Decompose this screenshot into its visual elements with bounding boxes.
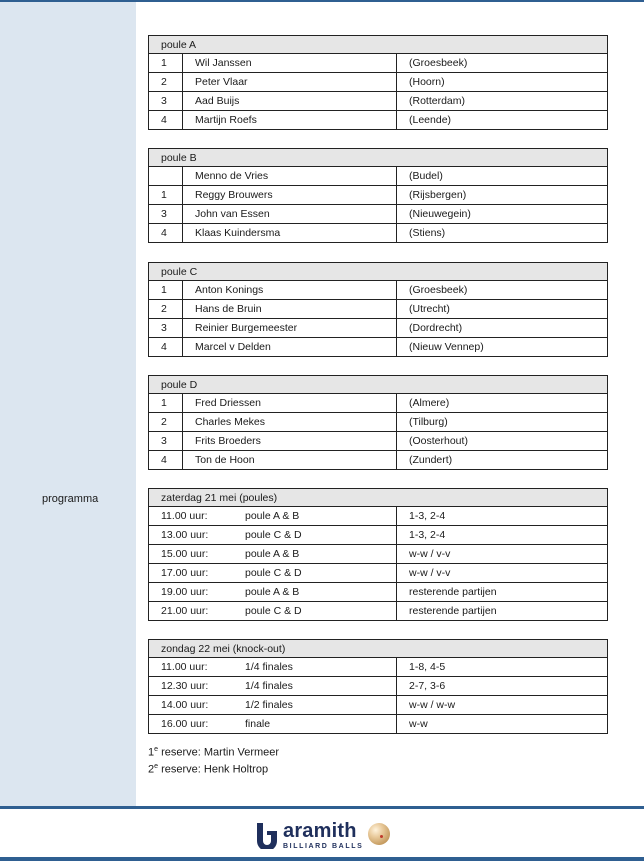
poule-title: poule C xyxy=(149,263,608,281)
schedule-match: 2-7, 3-6 xyxy=(397,677,608,696)
table-row xyxy=(149,54,608,73)
player-name: Fred Driessen xyxy=(183,394,397,413)
schedule-event: 1/4 finales xyxy=(245,680,293,692)
player-name: John van Essen xyxy=(183,205,397,224)
table-row xyxy=(149,677,608,696)
table-row xyxy=(149,224,608,243)
brand-subtitle: BILLIARD BALLS xyxy=(283,842,364,850)
table-row xyxy=(149,186,608,205)
table-row xyxy=(149,432,608,451)
player-number: 3 xyxy=(149,205,183,224)
player-name: Wil Janssen xyxy=(183,54,397,73)
schedule-event: poule C & D xyxy=(245,529,302,541)
player-city: (Oosterhout) xyxy=(397,432,608,451)
schedule-match: w-w / w-w xyxy=(397,696,608,715)
player-city: (Leende) xyxy=(397,111,608,130)
schedule-time: 11.00 uur: xyxy=(161,661,208,673)
player-name: Reggy Brouwers xyxy=(183,186,397,205)
schedule-match: w-w xyxy=(397,715,608,734)
schedule-match: resterende partijen xyxy=(397,583,608,602)
player-name: Peter Vlaar xyxy=(183,73,397,92)
table-row xyxy=(149,319,608,338)
table-row xyxy=(149,281,608,300)
reserve-ordinal-suffix: e xyxy=(154,763,159,770)
schedule-match: w-w / v-v xyxy=(397,545,608,564)
schedule-match: 1-8, 4-5 xyxy=(397,658,608,677)
player-city: (Rotterdam) xyxy=(397,92,608,111)
player-city: (Hoorn) xyxy=(397,73,608,92)
footer-top-line xyxy=(0,806,644,809)
schedule-time: 13.00 uur: xyxy=(161,529,209,541)
player-number: 4 xyxy=(149,451,183,470)
poule-title: poule D xyxy=(149,376,608,394)
schedule-day-title: zaterdag 21 mei (poules) xyxy=(149,489,608,507)
table-row xyxy=(149,167,608,186)
schedule-event: 1/4 finales xyxy=(245,661,293,673)
table-row xyxy=(149,658,608,677)
poule-title: poule A xyxy=(149,36,608,54)
player-city: (Tilburg) xyxy=(397,413,608,432)
table-row xyxy=(149,602,608,621)
schedule-match: resterende partijen xyxy=(397,602,608,621)
player-city: (Nieuw Vennep) xyxy=(397,338,608,357)
player-number: 1 xyxy=(149,394,183,413)
player-number: 4 xyxy=(149,111,183,130)
schedule-time: 17.00 uur: xyxy=(161,567,209,579)
player-number: 3 xyxy=(149,92,183,111)
player-name: Reinier Burgemeester xyxy=(183,319,397,338)
schedule-event: poule A & B xyxy=(245,586,300,598)
schedule-event: finale xyxy=(245,718,271,730)
table-row xyxy=(149,564,608,583)
player-number: 2 xyxy=(149,300,183,319)
table-row xyxy=(149,92,608,111)
player-name: Hans de Bruin xyxy=(183,300,397,319)
player-number: 2 xyxy=(149,73,183,92)
aramith-emblem-icon xyxy=(254,821,280,849)
player-name: Menno de Vries xyxy=(183,167,397,186)
schedule-time: 21.00 uur: xyxy=(161,605,209,617)
poule-c-table xyxy=(148,262,608,357)
player-name: Klaas Kuindersma xyxy=(183,224,397,243)
player-name: Ton de Hoon xyxy=(183,451,397,470)
table-row xyxy=(149,715,608,734)
player-city: (Stiens) xyxy=(397,224,608,243)
table-row xyxy=(149,338,608,357)
sidebar xyxy=(0,2,136,806)
player-name: Martijn Roefs xyxy=(183,111,397,130)
player-city: (Budel) xyxy=(397,167,608,186)
table-row xyxy=(149,507,608,526)
schedule-match: 1-3, 2-4 xyxy=(397,526,608,545)
schedule-time: 16.00 uur: xyxy=(161,718,209,730)
poule-b-table xyxy=(148,148,608,243)
reserve-ordinal: 2 xyxy=(148,763,155,776)
player-number: 2 xyxy=(149,413,183,432)
poule-title: poule B xyxy=(149,149,608,167)
table-row xyxy=(149,545,608,564)
schedule-event: 1/2 finales xyxy=(245,699,293,711)
schedule-day-title: zondag 22 mei (knock-out) xyxy=(149,640,608,658)
schedule-event: poule C & D xyxy=(245,605,302,617)
schedule-match: 1-3, 2-4 xyxy=(397,507,608,526)
billiard-ball-icon xyxy=(368,823,390,845)
player-number: 3 xyxy=(149,319,183,338)
schedule-event: poule C & D xyxy=(245,567,302,579)
footer-bottom-line xyxy=(0,857,644,861)
player-city: (Rijsbergen) xyxy=(397,186,608,205)
reserve-line-second xyxy=(148,763,268,776)
schedule-time: 14.00 uur: xyxy=(161,699,209,711)
table-row xyxy=(149,111,608,130)
table-row xyxy=(149,73,608,92)
player-number: 1 xyxy=(149,186,183,205)
player-number: 3 xyxy=(149,432,183,451)
player-city: (Almere) xyxy=(397,394,608,413)
player-name: Frits Broeders xyxy=(183,432,397,451)
sidebar-label-programma: programma xyxy=(42,493,99,505)
schedule-event: poule A & B xyxy=(245,548,300,560)
player-number xyxy=(149,167,183,186)
table-row xyxy=(149,583,608,602)
schedule-time: 11.00 uur: xyxy=(161,510,208,522)
table-row xyxy=(149,300,608,319)
reserve-text: reserve: Martin Vermeer xyxy=(158,746,280,759)
table-row xyxy=(149,205,608,224)
aramith-logo xyxy=(254,818,390,852)
reserve-text: reserve: Henk Holtrop xyxy=(158,763,269,776)
player-name: Anton Konings xyxy=(183,281,397,300)
table-row xyxy=(149,394,608,413)
table-row xyxy=(149,696,608,715)
player-name: Marcel v Delden xyxy=(183,338,397,357)
player-number: 4 xyxy=(149,224,183,243)
player-number: 4 xyxy=(149,338,183,357)
player-number: 1 xyxy=(149,54,183,73)
table-row xyxy=(149,413,608,432)
table-row xyxy=(149,451,608,470)
schedule-match: w-w / v-v xyxy=(397,564,608,583)
schedule-saturday-table xyxy=(148,488,608,621)
table-row xyxy=(149,526,608,545)
schedule-time: 19.00 uur: xyxy=(161,586,209,598)
brand-name: aramith xyxy=(283,819,357,842)
schedule-time: 15.00 uur: xyxy=(161,548,209,560)
reserve-line-first xyxy=(148,746,279,759)
player-number: 1 xyxy=(149,281,183,300)
player-city: (Groesbeek) xyxy=(397,54,608,73)
reserve-ordinal-suffix: e xyxy=(154,746,159,753)
poule-a-table xyxy=(148,35,608,130)
reserve-ordinal: 1 xyxy=(148,746,155,759)
player-city: (Dordrecht) xyxy=(397,319,608,338)
player-city: (Utrecht) xyxy=(397,300,608,319)
schedule-event: poule A & B xyxy=(245,510,300,522)
player-name: Aad Buijs xyxy=(183,92,397,111)
player-city: (Groesbeek) xyxy=(397,281,608,300)
player-name: Charles Mekes xyxy=(183,413,397,432)
player-city: (Zundert) xyxy=(397,451,608,470)
schedule-sunday-table xyxy=(148,639,608,734)
poule-d-table xyxy=(148,375,608,470)
schedule-time: 12.30 uur: xyxy=(161,680,209,692)
player-city: (Nieuwegein) xyxy=(397,205,608,224)
